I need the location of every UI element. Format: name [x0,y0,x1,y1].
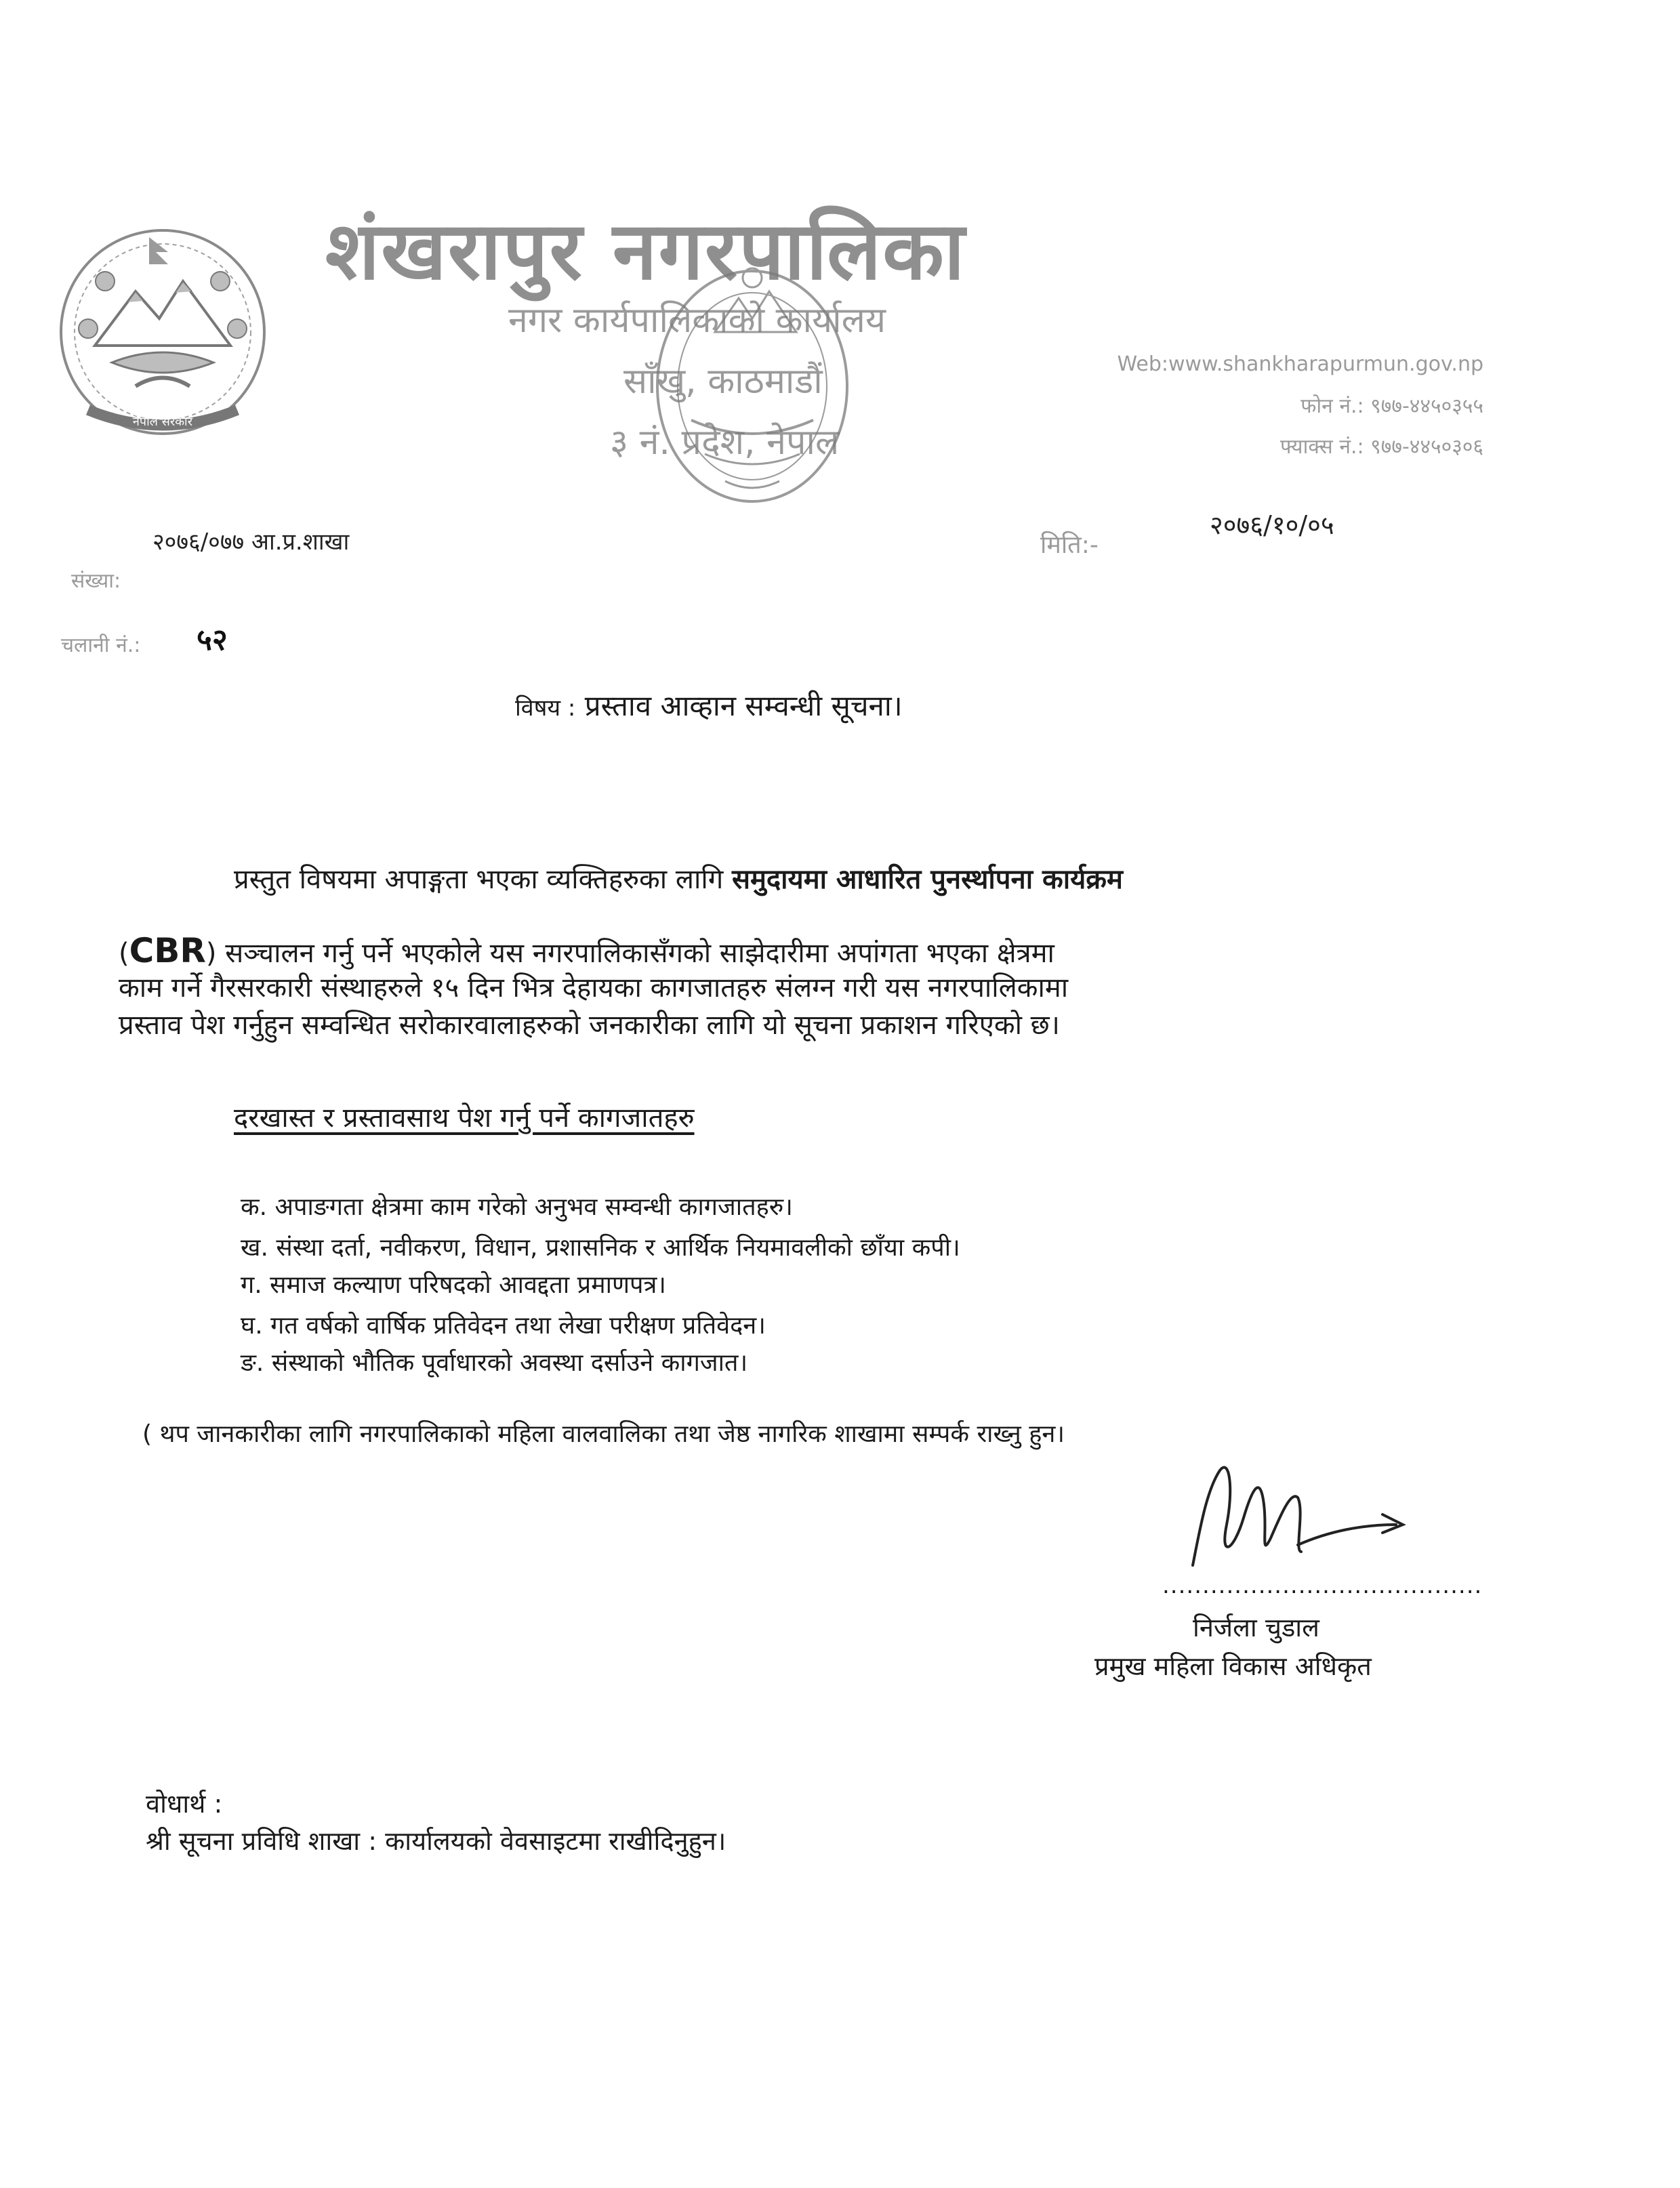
chalani-number: ५२ [197,623,228,657]
documents-heading: दरखास्त र प्रस्तावसाथ पेश गर्नु पर्ने कागजातहरु [234,1102,695,1134]
fax-number: फ्याक्स नं.: ९७७-४४५०३०६ [1280,435,1483,459]
date-value: २०७६/१०/०५ [1210,510,1334,540]
contact-note: ( थप जानकारीका लागि नगरपालिकाको महिला वालवालिका तथा जेष्ठ नागरिक शाखामा सम्पर्क राख्नु हुन। [142,1420,1065,1448]
office-stamp [651,251,881,515]
subject-line [515,686,903,724]
organization-name: शंखरापुर नगरपालिका [325,204,966,297]
reference-number: २०७६/०७७ आ.प्र.शाखा [152,529,350,556]
cc-label: वोधार्थ : [146,1789,223,1819]
sankhya-label: संख्या: [71,569,121,593]
program-name: समुदायमा आधारित पुनर्स्थापना कार्यक्रम [731,864,1123,895]
document-item: ख. संस्था दर्ता, नवीकरण, विधान, प्रशासनिक र आर्थिक नियमावलीको छाँया कपी। [241,1234,960,1262]
body-line-2-text: ) सञ्चालन गर्नु पर्ने भएकोले यस नगरपालिकासँगको साझेदारीमा अपांगता भएका क्षेत्रमा [205,938,1054,969]
nepal-emblem-logo [47,217,278,447]
website: Web:www.shankharapurmun.gov.np [1117,352,1483,376]
office-place: साँखु, काठमाडौं [623,361,823,402]
body-line-3: काम गर्ने गैरसरकारी संस्थाहरुले १५ दिन भित्र देहायका कागजातहरु संलग्न गरी यस नगरपालिकामा [119,972,1069,1004]
handwritten-signature [1179,1450,1423,1586]
body-line-1-text: प्रस्तुत विषयमा अपाङ्गता भएका व्यक्तिहरुका लागि [234,864,732,895]
signatory-title: प्रमुख महिला विकास अधिकृत [1094,1651,1372,1681]
signature-line: ........................................ [1162,1572,1483,1599]
document-item: घ. गत वर्षको वार्षिक प्रतिवेदन तथा लेखा परीक्षण प्रतिवेदन। [241,1312,766,1340]
document-item: ङ. संस्थाको भौतिक पूर्वाधारको अवस्था दर्साउने कागजात। [241,1349,748,1377]
document-item: ग. समाज कल्याण परिषदको आवद्दता प्रमाणपत्र। [241,1271,666,1299]
signatory-name: निर्जला चुडाल [1193,1613,1319,1643]
body-line-1 [234,859,1123,900]
emblem-text: नेपाल सरकार [132,415,193,429]
body-line-4: प्रस्ताव पेश गर्नुहुन सम्वन्धित सरोकारवालाहरुको जनकारीका लागि यो सूचना प्रकाशन गरिएको छ। [119,1010,1060,1041]
subject-label: विषय : [515,695,576,722]
date-label: मिति:- [1040,531,1099,559]
office-province: ३ नं. प्रदेश, नेपाल [610,422,840,463]
document-item: क. अपाङगता क्षेत्रमा काम गरेको अनुभव सम्वन्धी कागजातहरु। [241,1193,793,1221]
phone-number: फोन नं.: ९७७-४४५०३५५ [1300,394,1483,418]
office-name: नगर कार्यपालिकाको कार्यालय [508,300,886,341]
cbr-acronym: CBR [129,931,206,970]
subject-text: प्रस्ताव आव्हान सम्वन्धी सूचना। [584,689,903,722]
body-paren-open: ( [119,938,129,969]
chalani-label: चलानी नं.: [61,634,141,657]
cc-item: श्री सूचना प्रविधि शाखा : कार्यालयको वेवसाइटमा राखीदिनुहुन। [146,1826,726,1856]
